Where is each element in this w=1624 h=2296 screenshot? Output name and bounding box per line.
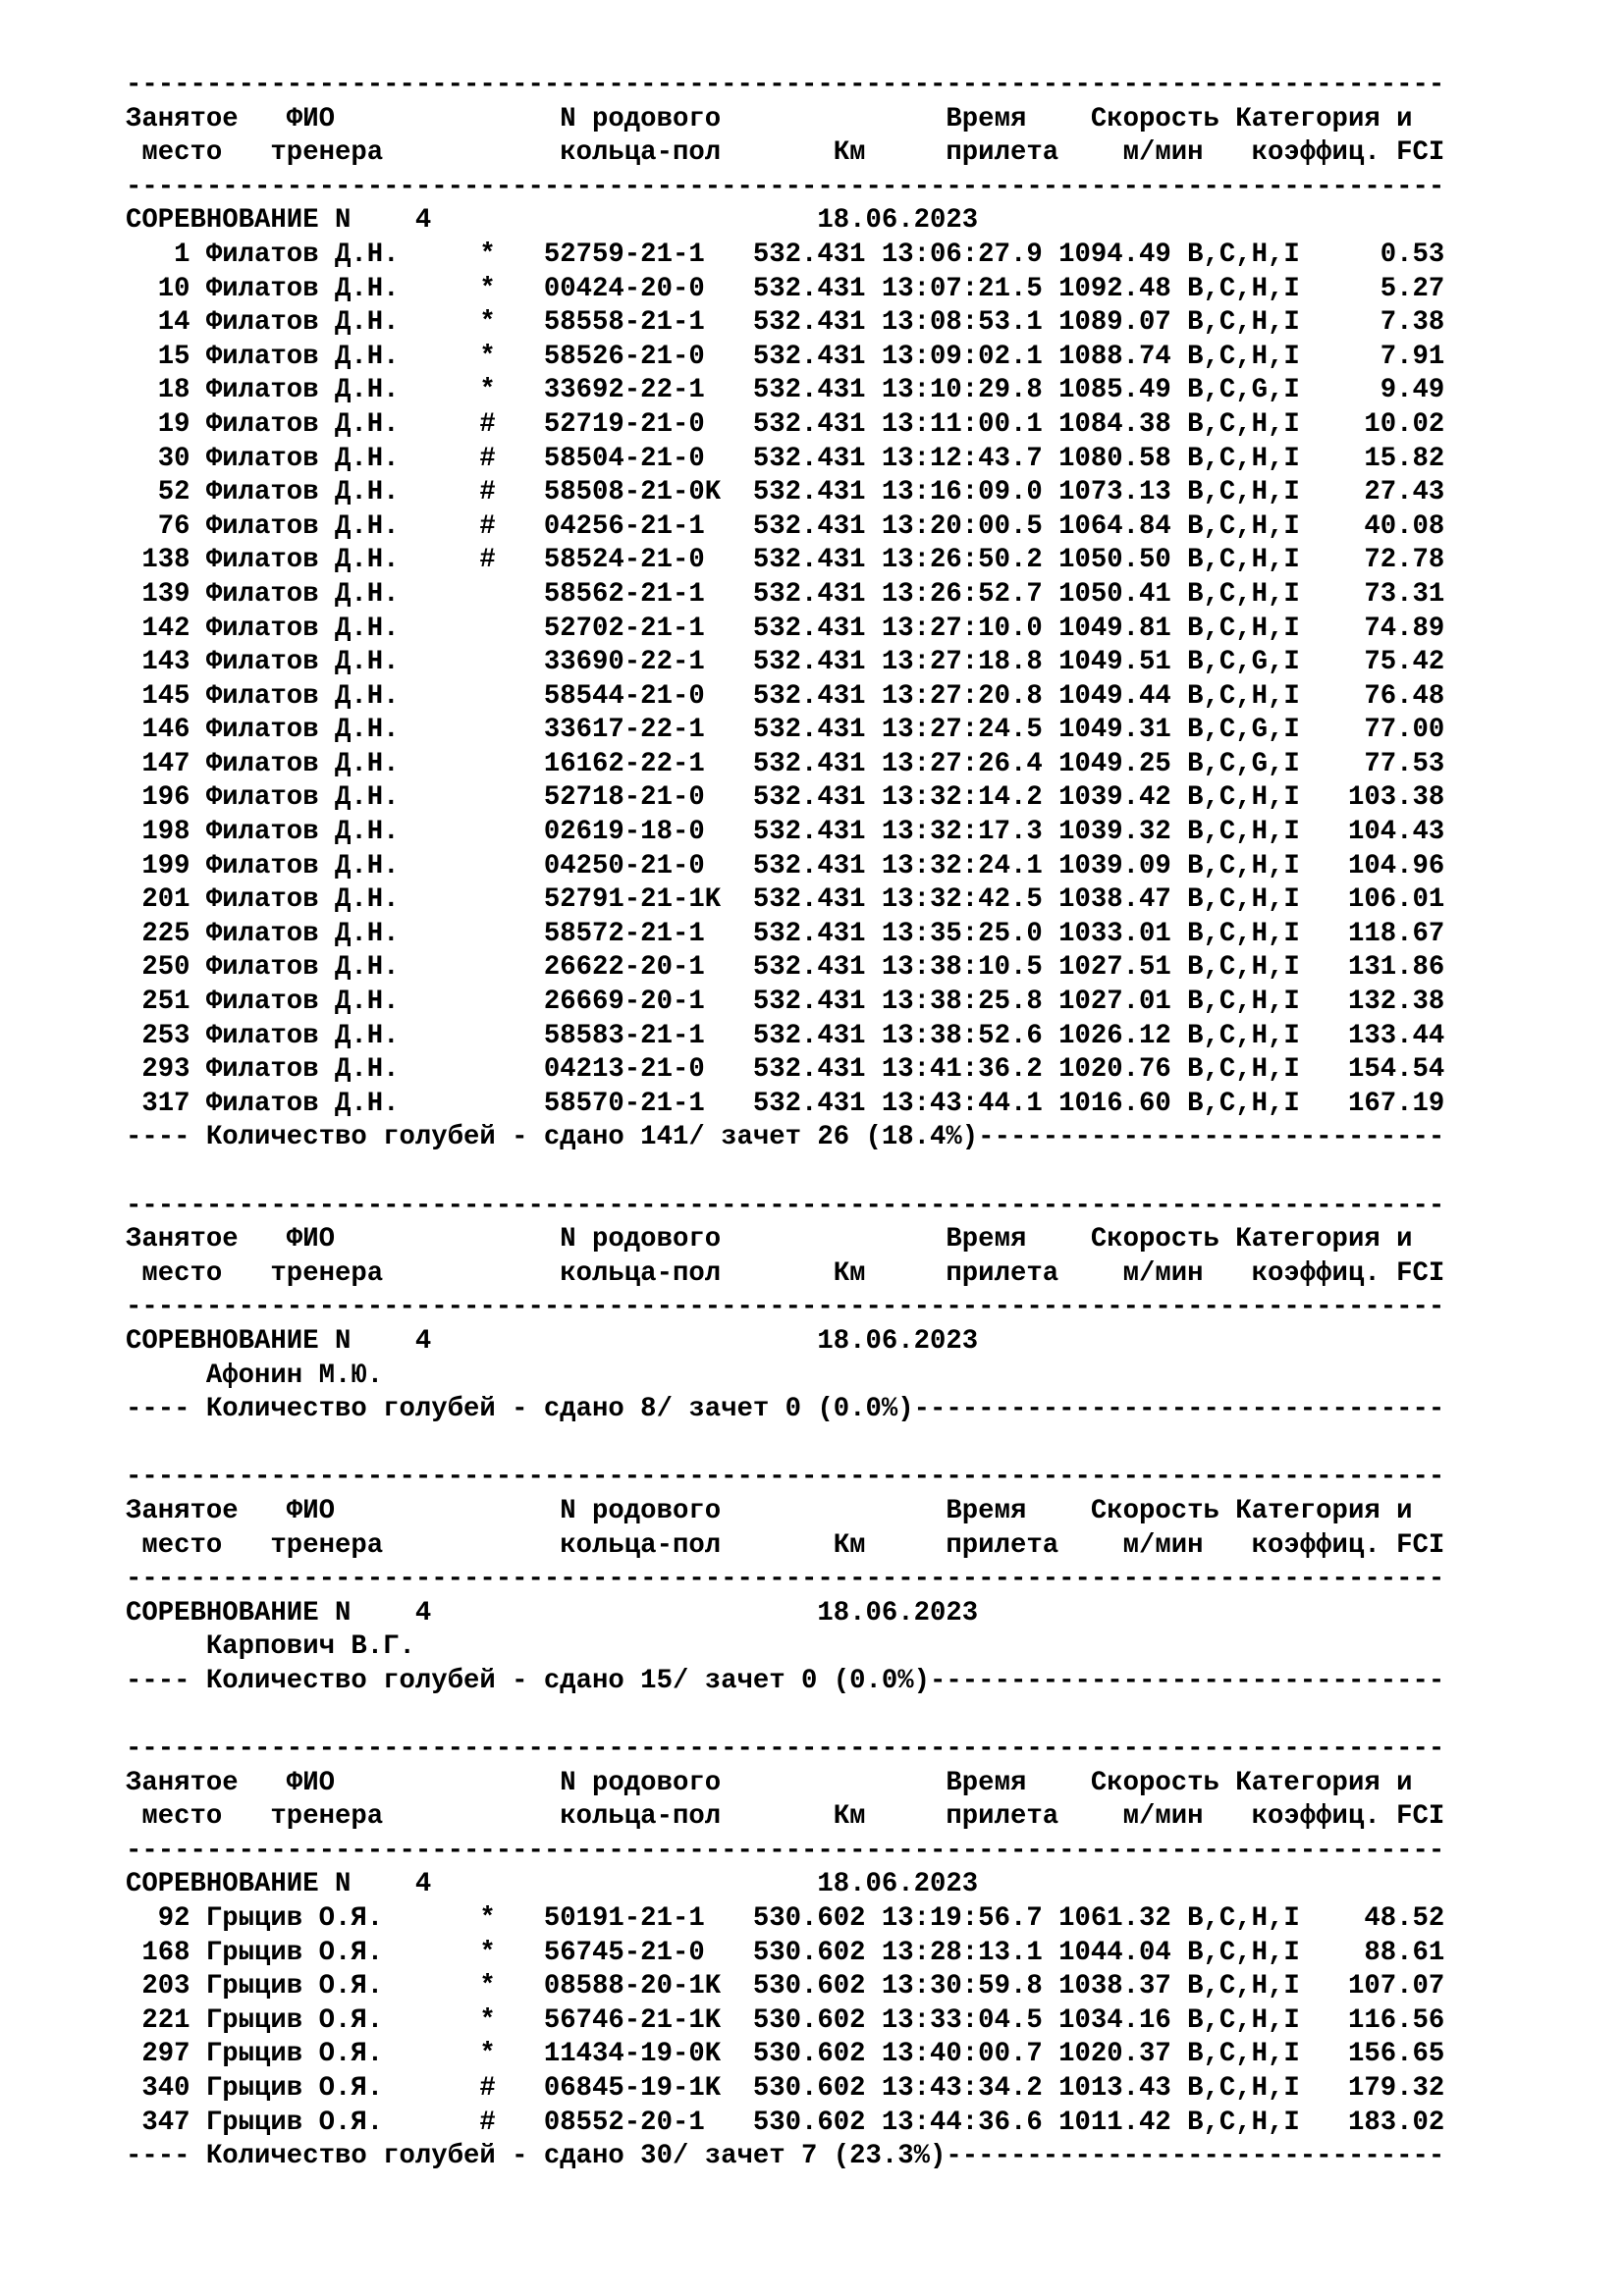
result-row: 147 Филатов Д.Н. 16162-22-1 532.431 13:27:26.4 1049.25 B,C,G,I 77.53 <box>126 748 1445 779</box>
result-row: 250 Филатов Д.Н. 26622-20-1 532.431 13:38:10.5 1027.51 B,C,H,I 131.86 <box>126 952 1445 984</box>
result-row: 347 Грыцив О.Я. # 08552-20-1 530.602 13:44:36.6 1011.42 B,C,H,I 183.02 <box>126 2107 1445 2138</box>
separator-line: ---------------------------------------------------------------------------------- <box>126 1462 1445 1493</box>
result-row: 18 Филатов Д.Н. * 33692-22-1 532.431 13:10:29.8 1085.49 B,C,G,I 9.49 <box>126 375 1445 406</box>
competition-title: СОРЕВНОВАНИЕ N 4 18.06.2023 <box>126 205 979 237</box>
result-row: 15 Филатов Д.Н. * 58526-21-0 532.431 13:09:02.1 1088.74 B,C,H,I 7.91 <box>126 341 1445 372</box>
result-row: 30 Филатов Д.Н. # 58504-21-0 532.431 13:12:43.7 1080.58 B,C,H,I 15.82 <box>126 443 1445 474</box>
summary-line: ---- Количество голубей - сдано 141/ зачет 26 (18.4%)----------------------------- <box>126 1122 1445 1153</box>
column-header-line: место тренера кольца-пол Км прилета м/мин коэффиц. FCI <box>126 1801 1445 1833</box>
competition-title: СОРЕВНОВАНИЕ N 4 18.06.2023 <box>126 1597 979 1629</box>
section-gap <box>126 1427 1444 1462</box>
column-header-line: место тренера кольца-пол Км прилета м/мин коэффиц. FCI <box>126 1529 1445 1561</box>
result-row: 201 Филатов Д.Н. 52791-21-1K 532.431 13:32:42.5 1038.47 B,C,H,I 106.01 <box>126 884 1445 916</box>
result-row: 225 Филатов Д.Н. 58572-21-1 532.431 13:35:25.0 1033.01 B,C,H,I 118.67 <box>126 918 1445 949</box>
result-row: 138 Филатов Д.Н. # 58524-21-0 532.431 13:26:50.2 1050.50 B,C,H,I 72.78 <box>126 545 1445 576</box>
column-header-line: Занятое ФИО N родового Время Скорость Категория и <box>126 103 1413 134</box>
competition-title: СОРЕВНОВАНИЕ N 4 18.06.2023 <box>126 1325 979 1357</box>
result-row: 52 Филатов Д.Н. # 58508-21-0K 532.431 13:16:09.0 1073.13 B,C,H,I 27.43 <box>126 477 1445 508</box>
separator-line: ---------------------------------------------------------------------------------- <box>126 1564 1445 1595</box>
result-row: 143 Филатов Д.Н. 33690-22-1 532.431 13:27:18.8 1049.51 B,C,G,I 75.42 <box>126 647 1445 678</box>
trainer-name: Карпович В.Г. <box>126 1631 415 1663</box>
result-row: 317 Филатов Д.Н. 58570-21-1 532.431 13:43:44.1 1016.60 B,C,H,I 167.19 <box>126 1088 1445 1119</box>
separator-line: ---------------------------------------------------------------------------------- <box>126 70 1445 100</box>
competition-title: СОРЕВНОВАНИЕ N 4 18.06.2023 <box>126 1869 979 1900</box>
result-row: 145 Филатов Д.Н. 58544-21-0 532.431 13:27:20.8 1049.44 B,C,H,I 76.48 <box>126 680 1445 712</box>
results-document <box>126 69 1444 2174</box>
summary-line: ---- Количество голубей - сдано 15/ зачет 0 (0.0%)-------------------------------- <box>126 1665 1445 1696</box>
result-row: 139 Филатов Д.Н. 58562-21-1 532.431 13:26:52.7 1050.41 B,C,H,I 73.31 <box>126 578 1445 610</box>
result-row: 146 Филатов Д.Н. 33617-22-1 532.431 13:27:24.5 1049.31 B,C,G,I 77.00 <box>126 715 1445 746</box>
result-row: 199 Филатов Д.Н. 04250-21-0 532.431 13:32:24.1 1039.09 B,C,H,I 104.96 <box>126 850 1445 881</box>
result-row: 203 Грыцив О.Я. * 08588-20-1K 530.602 13:30:59.8 1038.37 B,C,H,I 107.07 <box>126 1971 1445 2002</box>
result-row: 142 Филатов Д.Н. 52702-21-1 532.431 13:27:10.0 1049.81 B,C,H,I 74.89 <box>126 613 1445 644</box>
result-row: 196 Филатов Д.Н. 52718-21-0 532.431 13:32:14.2 1039.42 B,C,H,I 103.38 <box>126 782 1445 814</box>
separator-line: ---------------------------------------------------------------------------------- <box>126 1190 1445 1221</box>
result-row: 92 Грыцив О.Я. * 50191-21-1 530.602 13:19:56.7 1061.32 B,C,H,I 48.52 <box>126 1903 1445 1935</box>
summary-line: ---- Количество голубей - сдано 30/ зачет 7 (23.3%)------------------------------- <box>126 2141 1445 2172</box>
result-row: 297 Грыцив О.Я. * 11434-19-0K 530.602 13:40:00.7 1020.37 B,C,H,I 156.65 <box>126 2039 1445 2070</box>
column-header-line: Занятое ФИО N родового Время Скорость Категория и <box>126 1495 1413 1526</box>
separator-line: ---------------------------------------------------------------------------------- <box>126 1835 1445 1866</box>
result-row: 168 Грыцив О.Я. * 56745-21-0 530.602 13:28:13.1 1044.04 B,C,H,I 88.61 <box>126 1937 1445 1968</box>
result-row: 293 Филатов Д.Н. 04213-21-0 532.431 13:41:36.2 1020.76 B,C,H,I 154.54 <box>126 1054 1445 1086</box>
section-gap <box>126 1699 1444 1734</box>
result-row: 198 Филатов Д.Н. 02619-18-0 532.431 13:32:17.3 1039.32 B,C,H,I 104.43 <box>126 817 1445 848</box>
result-row: 253 Филатов Д.Н. 58583-21-1 532.431 13:38:52.6 1026.12 B,C,H,I 133.44 <box>126 1020 1445 1051</box>
result-row: 76 Филатов Д.Н. # 04256-21-1 532.431 13:20:00.5 1064.84 B,C,H,I 40.08 <box>126 510 1445 542</box>
result-row: 221 Грыцив О.Я. * 56746-21-1K 530.602 13:33:04.5 1034.16 B,C,H,I 116.56 <box>126 2004 1445 2036</box>
result-row: 14 Филатов Д.Н. * 58558-21-1 532.431 13:08:53.1 1089.07 B,C,H,I 7.38 <box>126 307 1445 339</box>
trainer-name: Афонин М.Ю. <box>126 1360 384 1391</box>
column-header-line: Занятое ФИО N родового Время Скорость Категория и <box>126 1767 1413 1798</box>
column-header-line: Занятое ФИО N родового Время Скорость Категория и <box>126 1224 1413 1255</box>
summary-line: ---- Количество голубей - сдано 8/ зачет 0 (0.0%)--------------------------------- <box>126 1394 1445 1425</box>
separator-line: ---------------------------------------------------------------------------------- <box>126 1292 1445 1323</box>
result-row: 10 Филатов Д.Н. * 00424-20-0 532.431 13:07:21.5 1092.48 B,C,H,I 5.27 <box>126 273 1445 304</box>
result-row: 340 Грыцив О.Я. # 06845-19-1K 530.602 13:43:34.2 1013.43 B,C,H,I 179.32 <box>126 2073 1445 2105</box>
separator-line: ---------------------------------------------------------------------------------- <box>126 171 1445 202</box>
separator-line: ---------------------------------------------------------------------------------- <box>126 1734 1445 1765</box>
result-row: 1 Филатов Д.Н. * 52759-21-1 532.431 13:06:27.9 1094.49 B,C,H,I 0.53 <box>126 239 1445 270</box>
column-header-line: место тренера кольца-пол Км прилета м/мин коэффиц. FCI <box>126 137 1445 169</box>
result-row: 19 Филатов Д.Н. # 52719-21-0 532.431 13:11:00.1 1084.38 B,C,H,I 10.02 <box>126 408 1445 440</box>
result-row: 251 Филатов Д.Н. 26669-20-1 532.431 13:38:25.8 1027.01 B,C,H,I 132.38 <box>126 987 1445 1018</box>
section-gap <box>126 1155 1444 1190</box>
column-header-line: место тренера кольца-пол Км прилета м/мин коэффиц. FCI <box>126 1257 1445 1289</box>
